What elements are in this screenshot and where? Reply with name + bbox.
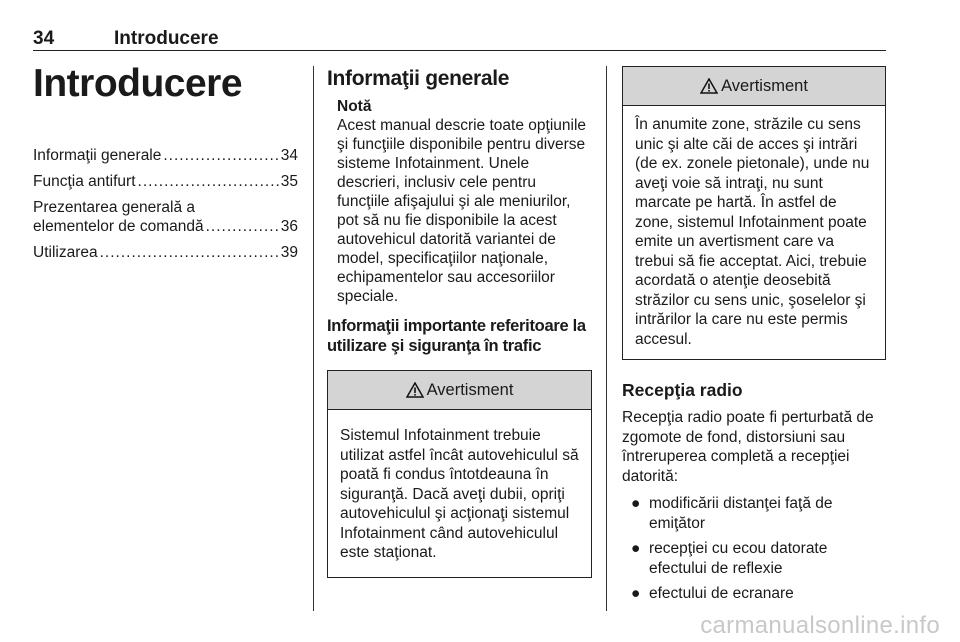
warning-triangle-icon — [700, 78, 718, 94]
warning-title: Avertisment — [426, 380, 514, 399]
section-heading: Informaţii generale — [327, 67, 510, 90]
chapter-title: Introducere — [33, 62, 243, 105]
toc-item-title: Informaţii generale — [33, 147, 162, 164]
bullet-icon: ● — [631, 495, 641, 512]
toc-leader-dots — [206, 217, 279, 236]
reasons-list — [622, 494, 886, 604]
list-item-text: efectului de ecranare — [649, 585, 794, 602]
warning-title: Avertisment — [721, 76, 808, 95]
section-heading: Recepţia radio — [622, 380, 743, 400]
toc-item[interactable] — [33, 146, 298, 165]
toc-item-page: 39 — [280, 244, 298, 261]
subsection-heading: Informaţii importante referitoare la utilizare şi siguranţa în trafic — [327, 317, 586, 355]
toc-leader-dots — [138, 172, 279, 191]
list-item — [622, 584, 886, 604]
warning-box — [622, 66, 886, 360]
toc-item[interactable] — [33, 198, 298, 236]
warning-text: În anumite zone, străzile cu sens unic şi alte căi de acces şi intrări (de ex. zonele pietonale), unde nu aveţi voie să intraţi, nu sunt marcate pe hartă. În astfel de zone, sistemul Infotainment poate emite un avertisment care va trebui să fie acceptat. Aici, trebuie acordată o atenţie deosebită străzilor cu sens unic, şoselelor şi intrărilor la care nu este permis accesul. — [635, 116, 870, 348]
toc-item-title: Utilizarea — [33, 244, 98, 261]
warning-header — [328, 371, 591, 410]
toc-item[interactable] — [33, 243, 298, 262]
note-label: Notă — [337, 98, 372, 115]
page-header — [33, 28, 886, 51]
list-item — [622, 494, 886, 533]
bullet-icon: ● — [631, 585, 641, 602]
list-item-text: recepţiei cu ecou datorate efectului de reflexie — [649, 540, 828, 577]
radio-column — [622, 66, 886, 610]
note-text: Acest manual descrie toate opţiunile şi funcţiile disponibile pentru diverse sisteme Infotainment. Unele descrieri, inclusiv cele pentru funcţiile afişajului şi ale meniurilor, pot să nu fie disponibile la acest autovehicul datorită variantei de model, specificaţiilor naţionale, echipamentelor sau accesoriilor speciale. — [337, 117, 587, 305]
toc-column — [33, 62, 298, 269]
table-of-contents — [33, 146, 298, 262]
warning-text: Sistemul Infotainment trebuie utilizat astfel încât autovehiculul să poată fi condus întotdeauna în siguranţă. Dacă aveţi dubii, opriţi autovehiculul şi acţionaţi sistemul Infotainment când autovehiculul este staţionat. — [340, 427, 579, 561]
toc-item-page: 36 — [280, 218, 298, 235]
toc-item[interactable] — [33, 172, 298, 191]
column-divider — [313, 66, 314, 611]
warning-triangle-icon — [406, 382, 424, 398]
running-head: Introducere — [114, 28, 219, 49]
toc-leader-dots — [100, 243, 279, 262]
general-info-column — [327, 66, 592, 578]
list-item — [622, 539, 886, 578]
bullet-icon: ● — [631, 540, 641, 557]
page-number: 34 — [33, 28, 55, 49]
column-divider — [606, 66, 607, 611]
toc-item-title: Funcţia antifurt — [33, 173, 136, 190]
toc-item-page: 34 — [280, 147, 298, 164]
toc-leader-dots — [163, 146, 278, 165]
toc-item-title: Prezentarea generală a elementelor de comandă — [33, 199, 204, 235]
warning-box — [327, 370, 592, 578]
toc-item-page: 35 — [280, 173, 298, 190]
warning-header — [623, 67, 885, 106]
list-item-text: modificării distanţei faţă de emiţător — [649, 495, 833, 532]
radio-paragraph: Recepţia radio poate fi perturbată de zgomote de fond, distorsiuni sau întreruperea completă a recepţiei datorită: — [622, 409, 874, 485]
watermark: carmanualsonline.info — [700, 612, 940, 639]
